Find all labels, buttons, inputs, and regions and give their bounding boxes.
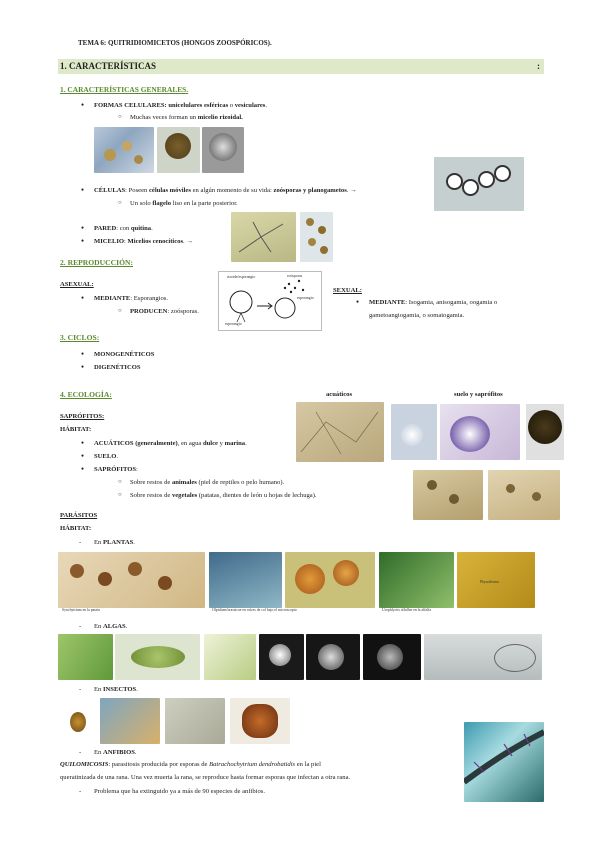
pared-item bbox=[94, 224, 153, 233]
quilomicosis-text: : parasitosis producida por esporas de bbox=[108, 761, 210, 768]
caption-plantas-2: Olpidium brassicae en raíces de col bajo el microscopio bbox=[212, 608, 297, 612]
insectos-item bbox=[94, 685, 138, 694]
problema-item: - Problema que ha extinguido ya a más de 90 especies de anfibios. bbox=[94, 787, 265, 796]
sexual-label: MEDIANTE bbox=[369, 299, 406, 306]
suelo-image-1 bbox=[391, 404, 437, 460]
plantas-image-4 bbox=[379, 552, 454, 608]
saprof-colon: : bbox=[136, 466, 138, 473]
sexual-heading: SEXUAL: bbox=[333, 287, 362, 294]
producen-subitem bbox=[130, 307, 199, 316]
algas-bold: ALGAS bbox=[102, 623, 126, 630]
micelio-image-2 bbox=[157, 127, 200, 173]
acuaticos-label: acuáticos bbox=[326, 391, 353, 398]
acuaticos-item bbox=[94, 439, 247, 448]
ciclo-item-1: ● MONOGENÉTICOS bbox=[94, 350, 154, 359]
restos1-text: Sobre restos de bbox=[130, 479, 172, 486]
celulas-moviles: células móviles bbox=[148, 187, 191, 194]
micelio2-item bbox=[94, 237, 193, 246]
algas-image-4 bbox=[259, 634, 304, 680]
sexual-mediante bbox=[369, 298, 497, 307]
celulas-text-1: : Poseen bbox=[125, 187, 149, 194]
plantas-image-3 bbox=[285, 552, 375, 608]
plantas-image-2 bbox=[209, 552, 282, 608]
formas-item bbox=[94, 101, 267, 110]
section-1-heading: 1. CARACTERÍSTICAS bbox=[60, 61, 157, 71]
pared-text: : con bbox=[116, 225, 131, 232]
acuaticos-bold: ACUÁTICOS (generalmente) bbox=[94, 440, 178, 447]
producen-label: PRODUCEN bbox=[130, 308, 168, 315]
anfibios-bold: ANFIBIOS bbox=[102, 749, 135, 756]
parasitos-habitat: HÁBITAT: bbox=[60, 525, 92, 532]
diagram-label-4: esporangio bbox=[297, 296, 314, 300]
insectos-image-4 bbox=[230, 698, 290, 744]
insectos-en: En bbox=[94, 686, 103, 693]
suelo-image-3 bbox=[526, 404, 564, 460]
restos1-tail: (piel de reptiles o pelo humano). bbox=[196, 479, 285, 486]
suelo-label: suelo y saprófitos bbox=[454, 391, 503, 398]
asexual-mediante bbox=[94, 294, 168, 303]
insectos-dot: . bbox=[136, 686, 138, 693]
page-title: TEMA 6: QUITRIDIOMICETOS (HONGOS ZOOSPÓRICOS). bbox=[78, 39, 272, 47]
reproduccion-heading: 2. REPRODUCCIÓN: bbox=[60, 258, 133, 267]
sexual-text: : Isogamia, anisogamia, oogamia o bbox=[405, 299, 498, 306]
micelio2-colon: : bbox=[124, 238, 128, 245]
asexual-heading: ASEXUAL: bbox=[60, 281, 94, 288]
pared-quitina: quitina bbox=[130, 225, 152, 232]
quilomicosis-species: Batrachochytrium dendrobatidis bbox=[209, 761, 296, 768]
diagram-label-3: zoósporas bbox=[287, 274, 303, 278]
anfibios-dot: . bbox=[134, 749, 137, 756]
suelo-image-2 bbox=[440, 404, 520, 460]
acuaticos-hyphae bbox=[296, 402, 384, 462]
suelo-dot: . bbox=[116, 453, 119, 460]
acuaticos-y: y bbox=[218, 440, 225, 447]
caption-plantas-3: Urophlyctis alfalfae en la alfalfa bbox=[382, 608, 432, 612]
micelio2-cenociticos: Micelios cenocíticos bbox=[127, 238, 184, 245]
pared-dot: . bbox=[151, 225, 153, 232]
algas-image-2 bbox=[115, 634, 200, 680]
diagram-label-1: rizoide/esporangio bbox=[227, 275, 256, 279]
algas-item bbox=[94, 622, 127, 631]
saprofitos-habitat: HÁBITAT: bbox=[60, 426, 92, 433]
restos-vegetales bbox=[130, 491, 317, 500]
plantas-item bbox=[94, 538, 135, 547]
quilomicosis-line-1 bbox=[60, 760, 321, 769]
acuaticos-dot: . bbox=[245, 440, 247, 447]
caption-plantas-1: Synchytrium en la patata bbox=[62, 608, 100, 612]
saprof-bold: SAPRÓFITOS bbox=[94, 466, 137, 473]
caption-plantas-4: Physoderma bbox=[480, 580, 499, 584]
flagelo-text-1: Un solo bbox=[130, 200, 153, 207]
formas-o: o bbox=[228, 102, 235, 109]
formas-vesiculares: vesiculares bbox=[234, 102, 266, 109]
micelio-subitem bbox=[130, 113, 243, 122]
quilomicosis-label: QUILOMICOSIS bbox=[60, 761, 109, 768]
micelio-image-1 bbox=[94, 127, 154, 173]
formas-text: : unicelulares esféricas bbox=[164, 102, 229, 109]
celulas-label: CÉLULAS bbox=[94, 187, 126, 194]
anfibios-skin-drawing bbox=[464, 722, 544, 802]
insectos-bold: INSECTOS bbox=[102, 686, 137, 693]
pared-label: PARED bbox=[94, 225, 117, 232]
micelio2-arrow: . → bbox=[183, 238, 193, 245]
micelio-bold: micelio rizoidal. bbox=[197, 114, 243, 121]
restos1-bold: animales bbox=[171, 479, 197, 486]
micelio2-label: MICELIO bbox=[94, 238, 125, 245]
micelio-cenocitico-image bbox=[231, 212, 296, 262]
saprofitos-image-2 bbox=[488, 470, 560, 520]
acuaticos-marina: marina bbox=[224, 440, 246, 447]
algas-image-1 bbox=[58, 634, 113, 680]
celulas-zoosporas: zoósporas y planogametos bbox=[273, 187, 347, 194]
acuaticos-image bbox=[296, 402, 384, 462]
plantas-dot: . bbox=[133, 539, 135, 546]
parasitos-heading: PARÁSITOS bbox=[60, 512, 98, 519]
mediante-text: : Esporangios. bbox=[130, 295, 169, 302]
restos2-bold: vegetales bbox=[171, 492, 198, 499]
suelo-item bbox=[94, 452, 118, 461]
formas-dot: . bbox=[265, 102, 268, 109]
reproduction-diagram bbox=[218, 271, 322, 331]
saprofitos-heading: SAPRÓFITOS: bbox=[60, 413, 105, 420]
saprof-item bbox=[94, 465, 138, 474]
ciclos-heading: 3. CICLOS: bbox=[60, 333, 100, 342]
insectos-image-1 bbox=[60, 702, 96, 740]
algas-image-7 bbox=[424, 634, 542, 680]
celulas-item bbox=[94, 186, 357, 195]
flagelo-text-2: liso en la parte posterior. bbox=[171, 200, 238, 207]
sexual-text-2: gametoangiogamia, o somatogamia. bbox=[369, 312, 465, 319]
algas-image-6 bbox=[363, 634, 421, 680]
spores-image bbox=[300, 212, 333, 262]
saprofitos-image-1 bbox=[413, 470, 483, 520]
producen-text: : zoósporas. bbox=[167, 308, 199, 315]
restos-animales bbox=[130, 478, 284, 487]
insectos-image-2 bbox=[100, 698, 160, 744]
suelo-bold: SUELO bbox=[94, 453, 117, 460]
plantas-bold: PLANTAS bbox=[102, 539, 134, 546]
celulas-arrow: . → bbox=[346, 187, 357, 194]
acuaticos-text-1: , en agua bbox=[177, 440, 203, 447]
hyphae-drawing bbox=[231, 212, 296, 262]
algas-dot: . bbox=[125, 623, 128, 630]
restos2-tail: (patatas, dientes de león u hojas de lechuga). bbox=[197, 492, 317, 499]
plantas-en: En bbox=[94, 539, 103, 546]
formas-label: FORMAS CELULARES bbox=[94, 102, 165, 109]
ciclo-item-2: ● DIGENÉTICOS bbox=[94, 363, 141, 372]
algas-image-3 bbox=[204, 634, 256, 680]
generales-heading: 1. CARACTERÍSTICAS GENERALES. bbox=[60, 85, 189, 94]
quilomicosis-line-2: queratinizada de una rana. Una vez muerta la rana, se reproduce hasta formar esporas que infectan a otra rana. bbox=[60, 774, 351, 781]
quilomicosis-tail: en la piel bbox=[295, 761, 321, 768]
anfibios-image bbox=[464, 722, 544, 802]
anfibios-en: En bbox=[94, 749, 103, 756]
algas-image-5 bbox=[306, 634, 360, 680]
celulas-text-2: en algún momento de su vida: bbox=[190, 187, 274, 194]
flagelo-bold: flagelo bbox=[152, 200, 172, 207]
micelio-image-3 bbox=[202, 127, 244, 173]
mediante-label: MEDIANTE bbox=[94, 295, 131, 302]
zoospores-image bbox=[434, 157, 524, 211]
diagram-label-2: esporangio bbox=[225, 322, 242, 326]
micelio-text: Muchas veces forman un bbox=[130, 114, 198, 121]
ecologia-heading: 4. ECOLOGÍA: bbox=[60, 390, 112, 399]
flagelo-subitem bbox=[130, 199, 238, 208]
plantas-image-1 bbox=[58, 552, 205, 608]
restos2-text: Sobre restos de bbox=[130, 492, 172, 499]
acuaticos-dulce: dulce bbox=[202, 440, 218, 447]
insectos-image-3 bbox=[165, 698, 225, 744]
section-1-colon: : bbox=[537, 61, 540, 71]
anfibios-item bbox=[94, 748, 137, 757]
algas-en: En bbox=[94, 623, 103, 630]
